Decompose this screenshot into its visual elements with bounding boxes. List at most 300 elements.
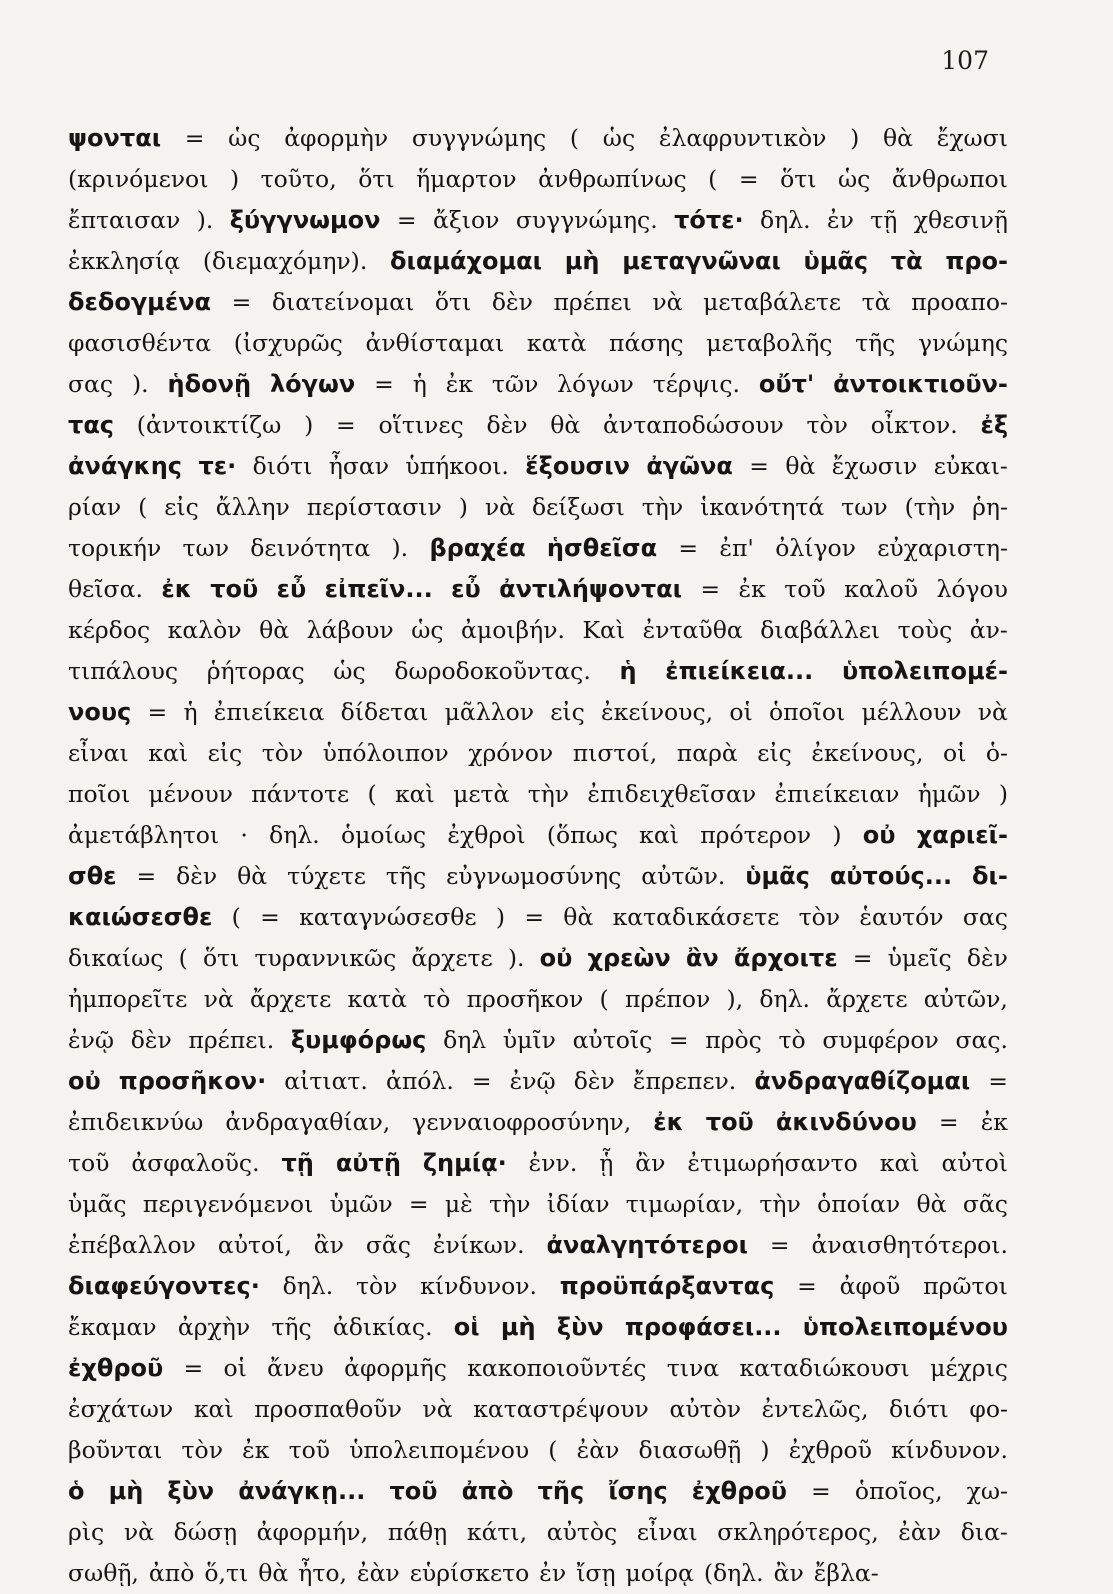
word: (διεμαχόμην).	[202, 247, 368, 275]
word: ἐνίκων.	[432, 1231, 525, 1259]
word: =	[797, 1272, 817, 1300]
word: εὐκαι-	[933, 452, 1008, 480]
word: ἀφοῦ	[839, 1272, 901, 1300]
headword: δι-	[972, 862, 1008, 890]
word: )	[495, 903, 506, 931]
word: ).	[196, 206, 214, 234]
word: ὡς	[602, 124, 636, 152]
word: δωροδοκοῦντας.	[394, 657, 591, 685]
word: ὅτι	[358, 165, 395, 193]
headword: ἐκ	[653, 1108, 684, 1136]
word: σωθῇ,	[68, 1559, 139, 1587]
word: τὸν	[261, 739, 304, 767]
headword: χαριεῖ-	[916, 821, 1008, 849]
word: =	[374, 370, 394, 398]
word: δεινότητα	[250, 534, 371, 562]
word: πάσης	[609, 329, 684, 357]
word: =	[260, 903, 280, 931]
word: ἀμετάβλητοι	[68, 821, 220, 849]
word: ·	[240, 821, 248, 849]
word: νὰ	[652, 288, 683, 316]
word: νὰ	[123, 1518, 154, 1546]
word: ἀμοιβήν.	[461, 616, 565, 644]
word: ἔβλα-	[813, 1559, 879, 1587]
word: τῆς	[385, 862, 427, 890]
word: τοῦ	[784, 575, 826, 603]
headword: ἀκινδύνου	[775, 1108, 917, 1136]
word: τορικήν	[68, 534, 162, 562]
word: περιγενόμενοι	[142, 1190, 314, 1218]
word: ἐκείνους,	[811, 739, 924, 767]
word: ὡς	[333, 657, 366, 685]
word: νὰ	[422, 1395, 453, 1423]
word: τὸν	[181, 1436, 223, 1464]
word: κατὰ	[347, 985, 407, 1013]
word: ἐτιμωρήσαντο	[687, 1149, 858, 1177]
word: λόγων	[557, 370, 634, 398]
word: καταδικάσετε	[612, 903, 780, 931]
text-line	[68, 487, 1008, 528]
word: αὐτὸν	[669, 1395, 742, 1423]
word: πρέπον	[624, 985, 711, 1013]
word: δια-	[960, 1518, 1008, 1546]
text-line	[68, 856, 1008, 897]
word: γνώμης	[917, 329, 1008, 357]
word: ὑπόλοιπον	[322, 739, 449, 767]
word: ἡ	[183, 698, 198, 726]
word: φο-	[969, 1395, 1008, 1423]
word: δηλ.	[760, 206, 811, 234]
word: διατείνομαι	[271, 288, 415, 316]
word: =	[408, 1190, 429, 1218]
word: (	[548, 1436, 558, 1464]
word: προσῆκον	[466, 985, 584, 1013]
word: =	[183, 1354, 204, 1382]
word: τοῦτο,	[260, 165, 337, 193]
word: μὲ	[444, 1190, 473, 1218]
word: πάντοτε	[251, 780, 350, 808]
headword: προ-	[945, 247, 1008, 275]
headword: ἡ	[619, 657, 637, 685]
word: κακοποιοῦντές	[467, 1354, 647, 1382]
word: ἀδικίας.	[332, 1313, 433, 1341]
word: ὀλίγον	[775, 534, 856, 562]
word: ἐνταῦθα	[642, 616, 743, 644]
word: εἰς	[757, 739, 792, 767]
word: )	[850, 124, 860, 152]
word: =	[769, 1231, 790, 1259]
word: πρῶτοι	[923, 1272, 1008, 1300]
headword: οὐ	[862, 821, 896, 849]
headword: οὐ	[539, 944, 573, 972]
headword: ἐξ	[980, 411, 1008, 439]
word: πρέπει	[553, 288, 632, 316]
word: διαβάλλει	[760, 616, 881, 644]
word: τὴν	[759, 1190, 801, 1218]
word: =	[749, 452, 769, 480]
word: πρέπει.	[188, 1026, 275, 1054]
word: ἡ	[412, 370, 427, 398]
word: τὸν	[356, 1272, 398, 1300]
headword: χρεὼν	[587, 944, 671, 972]
word: ἐπιείκειαν	[774, 780, 900, 808]
page-number: 107	[941, 46, 989, 75]
text-line	[68, 1512, 1008, 1553]
text-line	[68, 1430, 1008, 1471]
word: ἔκαμαν	[68, 1313, 157, 1341]
headword: τότε·	[674, 206, 744, 234]
headword: ἀνάγκης	[68, 452, 183, 480]
word: ὑμᾶς	[68, 1190, 127, 1218]
word: θὰ	[259, 616, 290, 644]
word: (	[708, 165, 718, 193]
word: δείξωσι	[531, 493, 625, 521]
headword: ἀνάγκῃ...	[238, 1477, 366, 1505]
text-line	[68, 364, 1008, 405]
word: =	[136, 862, 157, 890]
word: ἱκανότητά	[700, 493, 825, 521]
word: μεταβολῆς	[706, 329, 833, 357]
text-line	[68, 1061, 1008, 1102]
word: (ἰσχυρῶς	[233, 329, 343, 357]
word: ἐσχάτων	[68, 1395, 174, 1423]
word: ἐν	[827, 206, 854, 234]
word: χθεσινῇ	[913, 206, 1008, 234]
headword: οἱ	[453, 1313, 480, 1341]
word: οἱ	[729, 698, 753, 726]
headword: νους	[68, 698, 132, 726]
word: καταγνώσεσθε	[299, 903, 477, 931]
text-line	[68, 159, 1008, 200]
word: ἄλλην	[215, 493, 290, 521]
word: τὴν	[527, 780, 570, 808]
headword: ἐκ	[161, 575, 192, 603]
word: ἐὰν	[356, 1559, 400, 1587]
word: ἐκ	[980, 1108, 1008, 1136]
word: ἐχθροῦ	[788, 1436, 872, 1464]
word: κίνδυνον.	[891, 1436, 1008, 1464]
word: θὰ	[916, 1190, 947, 1218]
headword: διαφεύγοντες·	[68, 1272, 260, 1300]
word: διασωθῇ	[638, 1436, 742, 1464]
word: οἶκτον.	[870, 411, 958, 439]
word: τὸ	[778, 1026, 806, 1054]
word: (	[599, 985, 609, 1013]
word: κίνδυνον.	[420, 1272, 538, 1300]
word: τοῦ	[68, 1149, 110, 1177]
word: ἄρχετε	[826, 985, 908, 1013]
word: (δηλ.	[703, 1559, 764, 1587]
text-line	[68, 897, 1008, 938]
word: ἐὰν	[576, 1436, 620, 1464]
text-line	[68, 1020, 1008, 1061]
word: εἶναι	[636, 1518, 698, 1546]
headword: ἕξουσιν	[525, 452, 630, 480]
word: ὁποῖοι	[768, 698, 846, 726]
word: ἐνῷ	[509, 1067, 556, 1095]
text-line	[68, 1102, 1008, 1143]
word: δὲν	[966, 944, 1008, 972]
word: νὰ	[484, 493, 516, 521]
word: =	[524, 903, 545, 931]
word: θεῖσα.	[68, 575, 143, 603]
word: ὁμοίως	[340, 821, 427, 849]
word: μέχρις	[930, 1354, 1008, 1382]
word: σας	[68, 370, 114, 398]
word: αὐτοὶ	[941, 1149, 1008, 1177]
word: εὐχαριστη-	[877, 534, 1008, 562]
word: σας.	[955, 1026, 1008, 1054]
headword: βραχέα	[429, 534, 526, 562]
headword: ἀναλγητότεροι	[546, 1231, 748, 1259]
word: ἂν	[313, 1231, 344, 1259]
headword: εἰπεῖν...	[324, 575, 433, 603]
word: ἦσαν	[328, 452, 390, 480]
word: ἄνευ	[267, 1354, 324, 1382]
word: σᾶς	[365, 1231, 411, 1259]
headword: μεταγνῶναι	[622, 247, 781, 275]
word: ἀπόλ.	[385, 1067, 454, 1095]
headword: τας	[68, 411, 115, 439]
word: τῆς	[271, 1313, 312, 1341]
word: αὐτοῖς	[572, 1026, 653, 1054]
headword: ἄρχοιτε	[733, 944, 838, 972]
word: =	[231, 288, 252, 316]
word: ἀπὸ	[148, 1559, 195, 1587]
word: ὡς	[228, 124, 261, 152]
headword: ψονται	[68, 124, 162, 152]
text-line	[68, 1184, 1008, 1225]
text-line	[68, 446, 1008, 487]
text-line	[68, 1307, 1008, 1348]
headword: λόγων	[269, 370, 356, 398]
text-line	[68, 528, 1008, 569]
word: πιστοί,	[572, 739, 658, 767]
headword: ἀπὸ	[461, 1477, 514, 1505]
word: ἠμπορεῖτε	[68, 985, 188, 1013]
word: ὅτι	[202, 944, 240, 972]
word: δικαίως	[68, 944, 164, 972]
word: περίστασιν	[306, 493, 442, 521]
word: ὅτι	[780, 165, 817, 193]
word: ).	[391, 534, 409, 562]
word: λάβουν	[306, 616, 394, 644]
headword: ἡδονῇ	[167, 370, 252, 398]
word: ἔχωσι	[936, 124, 1008, 152]
word: ἐπιδεικνύω	[68, 1108, 204, 1136]
text-line	[68, 323, 1008, 364]
word: )	[458, 493, 468, 521]
word: ἐνῷ	[68, 1026, 115, 1054]
word: τιμωρίαν,	[625, 1190, 744, 1218]
text-line	[68, 815, 1008, 856]
text-line	[68, 1553, 1008, 1594]
word: τύχετε	[287, 862, 366, 890]
word: δὲν	[491, 288, 533, 316]
headword: ξύγγνωμον	[229, 206, 381, 234]
word: ὡς	[837, 165, 871, 193]
word: δὲν	[130, 1026, 172, 1054]
word: δηλ.	[269, 821, 320, 849]
word: ἐπ'	[719, 534, 754, 562]
word: δὲν	[176, 862, 218, 890]
word: δηλ.	[759, 985, 810, 1013]
headword: ἀγῶνα	[646, 452, 733, 480]
word: τῆς	[855, 329, 896, 357]
word: ).	[507, 944, 525, 972]
word: =	[471, 1067, 492, 1095]
word: προσπαθοῦν	[254, 1395, 402, 1423]
word: συγγνώμης.	[515, 206, 658, 234]
headword: ὑμᾶς	[803, 247, 869, 275]
headword: ὑπολειπομένου	[802, 1313, 1008, 1341]
word: τυραννικῶς	[254, 944, 397, 972]
headword: ὑμᾶς	[745, 862, 810, 890]
headword: εὖ	[451, 575, 481, 603]
word: ἀναισθητότεροι.	[811, 1231, 1008, 1259]
word: (	[138, 493, 148, 521]
word: ἄνθρωποι	[891, 165, 1008, 193]
word: ἔπρεπεν.	[632, 1067, 737, 1095]
word: ἄρχετε	[411, 944, 493, 972]
headword: τοῦ	[389, 1477, 438, 1505]
word: νὰ	[203, 985, 234, 1013]
text-line	[68, 569, 1008, 610]
word: κατὰ	[526, 329, 587, 357]
word: )	[760, 1436, 770, 1464]
headword: διαμάχομαι	[390, 247, 542, 275]
word: =	[852, 944, 873, 972]
word: =	[668, 1026, 689, 1054]
word: δίδεται	[340, 698, 429, 726]
headword: προσῆκον·	[118, 1067, 267, 1095]
headword: τοῦ	[705, 1108, 754, 1136]
headword: οὔτ'	[758, 370, 815, 398]
headword: ἐχθροῦ	[68, 1354, 164, 1382]
word: ἥμαρτον	[416, 165, 517, 193]
word: ἔπταισαν	[68, 206, 181, 234]
word: εἰς	[207, 739, 243, 767]
word: (ἀντοικτίζω	[136, 411, 282, 439]
word: ἐκείνους,	[601, 698, 714, 726]
word: αὐτῶν.	[641, 862, 726, 890]
headword: ἴσης	[608, 1477, 668, 1505]
word: τὴν	[641, 493, 684, 521]
word: γενναιοφροσύνην,	[412, 1108, 632, 1136]
headword: εὖ	[276, 575, 307, 603]
word: τὸν	[806, 411, 848, 439]
word: ᾗ	[599, 1149, 614, 1177]
word: σᾶς	[962, 1190, 1008, 1218]
word: τῇ	[870, 206, 898, 234]
word: =	[988, 1067, 1008, 1095]
word: αὐτῶν,	[923, 985, 1008, 1013]
headword: ἡσθεῖσα	[546, 534, 658, 562]
word: καλὸν	[167, 616, 242, 644]
word: (	[569, 124, 580, 152]
word: ἀφορμὴν	[284, 124, 389, 152]
word: =	[396, 206, 417, 234]
word: προαπο-	[911, 288, 1008, 316]
word: Καὶ	[582, 616, 626, 644]
word: καλοῦ	[844, 575, 919, 603]
word: μένουν	[148, 780, 233, 808]
word: ἐὰν	[898, 1518, 942, 1546]
word: ἴσῃ	[576, 1559, 616, 1587]
word: (κρινόμενοι	[68, 165, 209, 193]
text-line	[68, 774, 1008, 815]
word: ἐκ	[445, 370, 473, 398]
word: τὰ	[861, 288, 891, 316]
word: καὶ	[193, 1395, 234, 1423]
word: τοὺς	[897, 616, 953, 644]
word: ἑαυτόν	[859, 903, 944, 931]
word: αὐτοί,	[217, 1231, 292, 1259]
word: ἐπέβαλλον	[68, 1231, 196, 1259]
word: χω-	[966, 1477, 1008, 1505]
word: (	[231, 903, 241, 931]
headword: οὐ	[68, 1067, 101, 1095]
word: =	[938, 1108, 959, 1136]
word: μέλλουν	[861, 698, 962, 726]
text-line	[68, 733, 1008, 774]
word: ὅτι	[434, 288, 472, 316]
word: δώσῃ	[173, 1518, 238, 1546]
word: καὶ	[148, 739, 189, 767]
word: καὶ	[879, 1149, 920, 1177]
word: )	[998, 780, 1008, 808]
word: ὑμεῖς	[887, 944, 952, 972]
headword: αὐτῇ	[335, 1149, 401, 1177]
word: κάτι,	[466, 1518, 528, 1546]
word: )	[832, 821, 842, 849]
text-line	[68, 405, 1008, 446]
word: νὰ	[977, 698, 1008, 726]
word: καὶ	[394, 780, 435, 808]
word: δὲν	[486, 411, 528, 439]
word: ῥήτορας	[206, 657, 305, 685]
word: θὰ	[882, 124, 913, 152]
headword: ἐπιείκεια...	[665, 657, 814, 685]
commentary-text-block	[68, 118, 1008, 1594]
word: πρὸς	[705, 1026, 762, 1054]
text-line	[68, 1471, 1008, 1512]
headword: ζημίᾳ·	[422, 1149, 507, 1177]
word: ὑπολειπομένου	[349, 1436, 530, 1464]
word: εἰς	[164, 493, 199, 521]
text-line	[68, 200, 1008, 241]
word: καταδιώκουσι	[739, 1354, 910, 1382]
word: ὅ,τι	[204, 1559, 249, 1587]
word: ρίαν	[68, 493, 122, 521]
word: κέρδος	[68, 616, 151, 644]
word: δὲν	[573, 1067, 615, 1095]
text-line	[68, 979, 1008, 1020]
word: θὰ	[563, 903, 594, 931]
text-line	[68, 610, 1008, 651]
word: =	[738, 165, 759, 193]
text-line	[68, 282, 1008, 323]
word: ἐνν.	[528, 1149, 578, 1177]
headword: αὐτούς...	[829, 862, 953, 890]
text-line	[68, 1389, 1008, 1430]
text-line	[68, 938, 1008, 979]
word: μετὰ	[453, 780, 510, 808]
word: ἂν	[773, 1559, 804, 1587]
word: =	[678, 534, 699, 562]
word: ),	[726, 985, 744, 1013]
word: ἂν	[635, 1149, 666, 1177]
